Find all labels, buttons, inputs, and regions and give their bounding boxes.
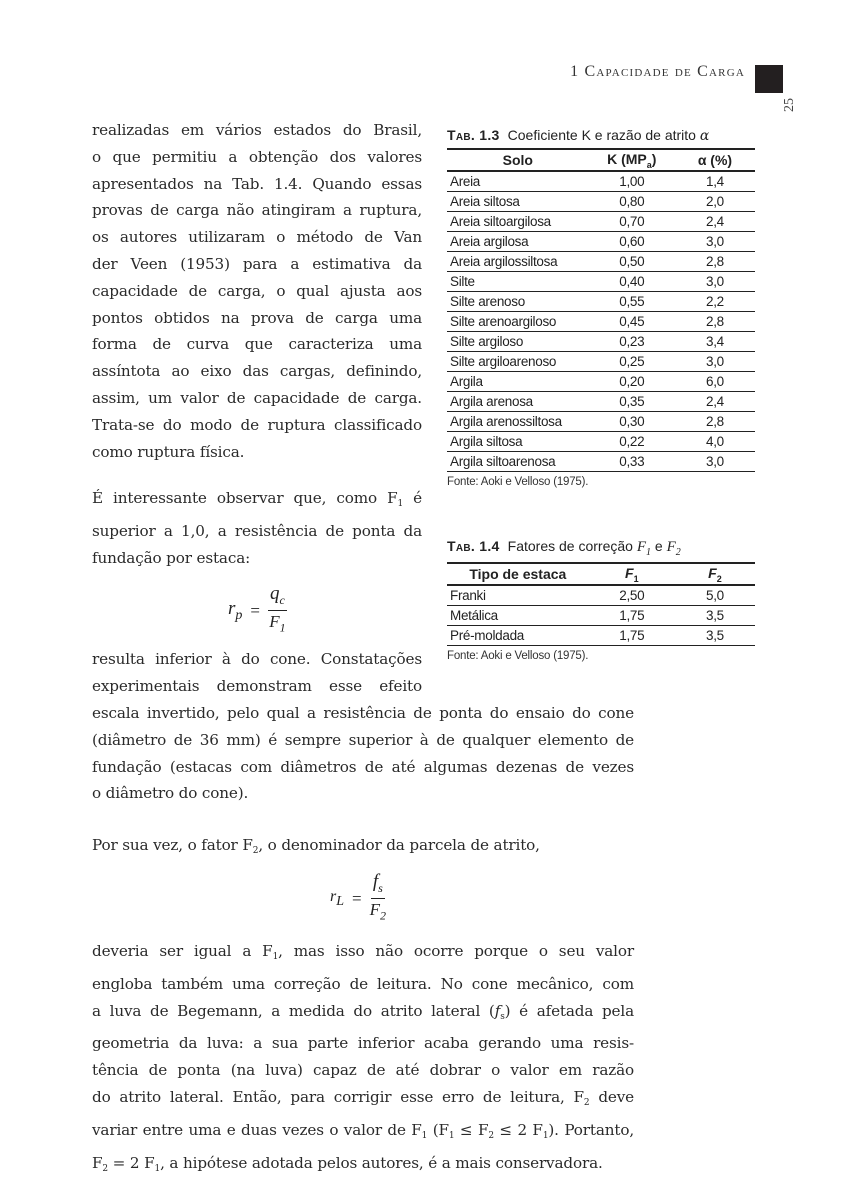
paragraph-scale-effect-narrow (92, 646, 422, 700)
data-table (447, 562, 755, 646)
row-label-cell: Areia siltosa (447, 192, 589, 212)
row-label-cell: Areia argilossiltosa (447, 252, 589, 272)
text-line: assim, um valor de capacidade de carga. (92, 388, 422, 407)
row-label-cell: Argila arenosa (447, 392, 589, 412)
row-label-cell: Argila siltosa (447, 432, 589, 452)
text-line: os autores utilizaram o método de Van (92, 228, 422, 247)
text-line: Por sua vez, o fator $F_2$, o denominador da parcela de atrito, (92, 836, 540, 856)
table-row (447, 232, 755, 252)
table-row (447, 352, 755, 372)
table-row (447, 606, 755, 626)
table-row (447, 212, 755, 232)
text-line: superior a 1,0, a resistência de ponta da (92, 521, 422, 540)
value-cell: 1,75 (589, 626, 675, 646)
value-cell: 0,35 (589, 392, 675, 412)
text-line: apresentados na Tab. 1.4. Quando essas (92, 174, 422, 193)
equals-sign: = (250, 601, 260, 621)
text-line: escala invertido, pelo qual a resistência de ponta do ensaio do cone (92, 704, 634, 722)
value-cell: 3,4 (675, 332, 755, 352)
fraction (370, 872, 386, 926)
table-source-note: Fonte: Aoki e Velloso (1975). (447, 650, 589, 662)
text-line: experimentais demonstram esse efeito (92, 676, 422, 695)
text-line: fundação por estaca: (92, 548, 251, 567)
table-row (447, 626, 755, 646)
fraction (268, 584, 287, 638)
row-label-cell: Argila arenossiltosa (447, 412, 589, 432)
table-row (447, 392, 755, 412)
table-row (447, 292, 755, 312)
numerator: $q_c$ (268, 584, 287, 611)
value-cell: 2,8 (675, 252, 755, 272)
table-row (447, 452, 755, 472)
text-line: provas de carga não atingiram a ruptura, (92, 201, 422, 220)
value-cell: 0,23 (589, 332, 675, 352)
page-number: 25 (782, 98, 797, 112)
column-header-pile-type: Tipo de estaca (447, 563, 589, 585)
text-line: assíntota ao eixo das cargas, definindo, (92, 362, 422, 381)
row-label-cell: Metálica (447, 606, 589, 626)
text-line: o diâmetro do cone). (92, 784, 249, 803)
text-line: deveria ser igual a $F_1$, mas isso não ocorre porque o seu valor (92, 942, 634, 962)
row-label-cell: Silte argiloarenoso (447, 352, 589, 372)
table-label: Tab. 1.4 (447, 538, 500, 554)
table-source-note: Fonte: Aoki e Velloso (1975). (447, 476, 589, 488)
row-label-cell: Areia siltoargilosa (447, 212, 589, 232)
value-cell: 2,8 (675, 312, 755, 332)
value-cell: 4,0 (675, 432, 755, 452)
equation-lateral-friction (330, 872, 386, 926)
column-header-solo: Solo (447, 149, 589, 171)
table-label: Tab. 1.3 (447, 127, 500, 143)
text-line: capacidade de carga, o qual ajusta aos (92, 281, 422, 300)
text-line: pontos obtidos na prova de carga uma (92, 308, 422, 327)
column-header-f1: $F_1$ (589, 563, 675, 585)
value-cell: 1,4 (675, 171, 755, 192)
text-line: $F_2 = 2$ $F_1$, a hipótese adotada pelos autores, é a mais conservadora. (92, 1153, 603, 1174)
row-label-cell: Argila siltoarenosa (447, 452, 589, 472)
table-row (447, 171, 755, 192)
column-header-k: K $(MP_a)$ (589, 149, 675, 171)
running-header-title: 1 Capacidade de Carga (570, 63, 745, 80)
value-cell: 0,60 (589, 232, 675, 252)
value-cell: 2,2 (675, 292, 755, 312)
row-label-cell: Silte argiloso (447, 332, 589, 352)
value-cell: 0,50 (589, 252, 675, 272)
denominator: $F_2$ (369, 899, 387, 923)
text-line: É interessante observar que, como $F_1$ é (92, 489, 423, 509)
text-line: geometria da luva: a sua parte inferior acaba gerando uma resis- (92, 1034, 634, 1053)
value-cell: 1,00 (589, 171, 675, 192)
text-line: der Veen (1953) para a estimativa da (92, 254, 422, 273)
table-header-row (447, 149, 755, 171)
value-cell: 3,5 (675, 606, 755, 626)
table-caption: Tab. 1.3 Coeficiente K e razão de atrito α (447, 127, 710, 144)
row-label-cell: Argila (447, 372, 589, 392)
data-table (447, 148, 755, 472)
paragraph-f2-intro (92, 832, 634, 865)
value-cell: 0,20 (589, 372, 675, 392)
value-cell: 0,25 (589, 352, 675, 372)
value-cell: 2,4 (675, 392, 755, 412)
value-cell: 0,22 (589, 432, 675, 452)
value-cell: 0,55 (589, 292, 675, 312)
text-line: resulta inferior à do cone. Constatações (92, 650, 422, 668)
table-row (447, 432, 755, 452)
table-row (447, 272, 755, 292)
row-label-cell: Silte (447, 272, 589, 292)
text-line: o que permitiu a obtenção dos valores (92, 147, 422, 166)
table-1-4-correction-factors (447, 538, 755, 662)
value-cell: 5,0 (675, 585, 755, 606)
text-line: fundação (estacas com diâmetros de até algumas dezenas de vezes (92, 757, 634, 776)
paragraph-van-der-veen (92, 117, 422, 465)
text-line: Trata-se do modo de ruptura classificado (92, 415, 422, 434)
row-label-cell: Areia (447, 171, 589, 192)
table-row (447, 252, 755, 272)
column-header-alpha: α (%) (675, 149, 755, 171)
row-label-cell: Franki (447, 585, 589, 606)
value-cell: 2,0 (675, 192, 755, 212)
value-cell: 0,70 (589, 212, 675, 232)
table-row (447, 332, 755, 352)
value-cell: 6,0 (675, 372, 755, 392)
equals-sign: = (352, 889, 362, 909)
value-cell: 3,0 (675, 272, 755, 292)
table-caption: Tab. 1.4 Fatores de correção $F_1$ e $F_2$ (447, 538, 681, 558)
numerator: $f_s$ (371, 872, 385, 899)
table-row (447, 192, 755, 212)
text-line: a luva de Begemann, a medida do atrito lateral $(f_s)$ é afetada pela (92, 1001, 635, 1022)
denominator: $F_1$ (269, 611, 286, 635)
value-cell: 0,30 (589, 412, 675, 432)
table-row (447, 312, 755, 332)
value-cell: 1,75 (589, 606, 675, 626)
paragraph-begemann-correction (92, 938, 634, 1182)
text-line: forma de curva que caracteriza uma (92, 335, 422, 354)
equation-lhs: $r_p$ (228, 598, 243, 623)
text-line: como ruptura física. (92, 442, 245, 461)
value-cell: 3,0 (675, 232, 755, 252)
text-line: realizadas em vários estados do Brasil, (92, 121, 422, 139)
value-cell: 3,0 (675, 452, 755, 472)
text-line: variar entre uma e duas vezes o valor de $F_1$ ($F_1 \le F_2 \le 2$ $F_1$). Portanto, (92, 1120, 634, 1141)
alpha-symbol: α (699, 128, 710, 144)
table-row (447, 585, 755, 606)
paragraph-scale-effect-wide (92, 700, 634, 807)
value-cell: 0,45 (589, 312, 675, 332)
text-line: do atrito lateral. Então, para corrigir esse erro de leitura, $F_2$ deve (92, 1087, 634, 1108)
value-cell: 2,8 (675, 412, 755, 432)
chapter-marker-block (755, 65, 783, 93)
table-row (447, 412, 755, 432)
text-line: engloba também uma correção de leitura. No cone mecânico, com (92, 974, 634, 993)
column-header-f2: $F_2$ (675, 563, 755, 585)
row-label-cell: Silte arenoso (447, 292, 589, 312)
value-cell: 0,33 (589, 452, 675, 472)
equation-tip-resistance (228, 584, 287, 638)
equation-lhs: $r_L$ (330, 888, 345, 910)
value-cell: 0,80 (589, 192, 675, 212)
table-header-row (447, 563, 755, 585)
text-line: (diâmetro de 36 mm) é sempre superior à de qualquer elemento de (92, 730, 634, 749)
value-cell: 2,50 (589, 585, 675, 606)
row-label-cell: Areia argilosa (447, 232, 589, 252)
value-cell: 0,40 (589, 272, 675, 292)
row-label-cell: Silte arenoargiloso (447, 312, 589, 332)
value-cell: 3,5 (675, 626, 755, 646)
row-label-cell: Pré-moldada (447, 626, 589, 646)
text-line: tência de ponta (na luva) capaz de até dobrar o valor em razão (92, 1061, 634, 1080)
table-1-3-coefficient-k (447, 127, 755, 488)
value-cell: 2,4 (675, 212, 755, 232)
value-cell: 3,0 (675, 352, 755, 372)
paragraph-f1-observation (92, 485, 422, 571)
table-row (447, 372, 755, 392)
